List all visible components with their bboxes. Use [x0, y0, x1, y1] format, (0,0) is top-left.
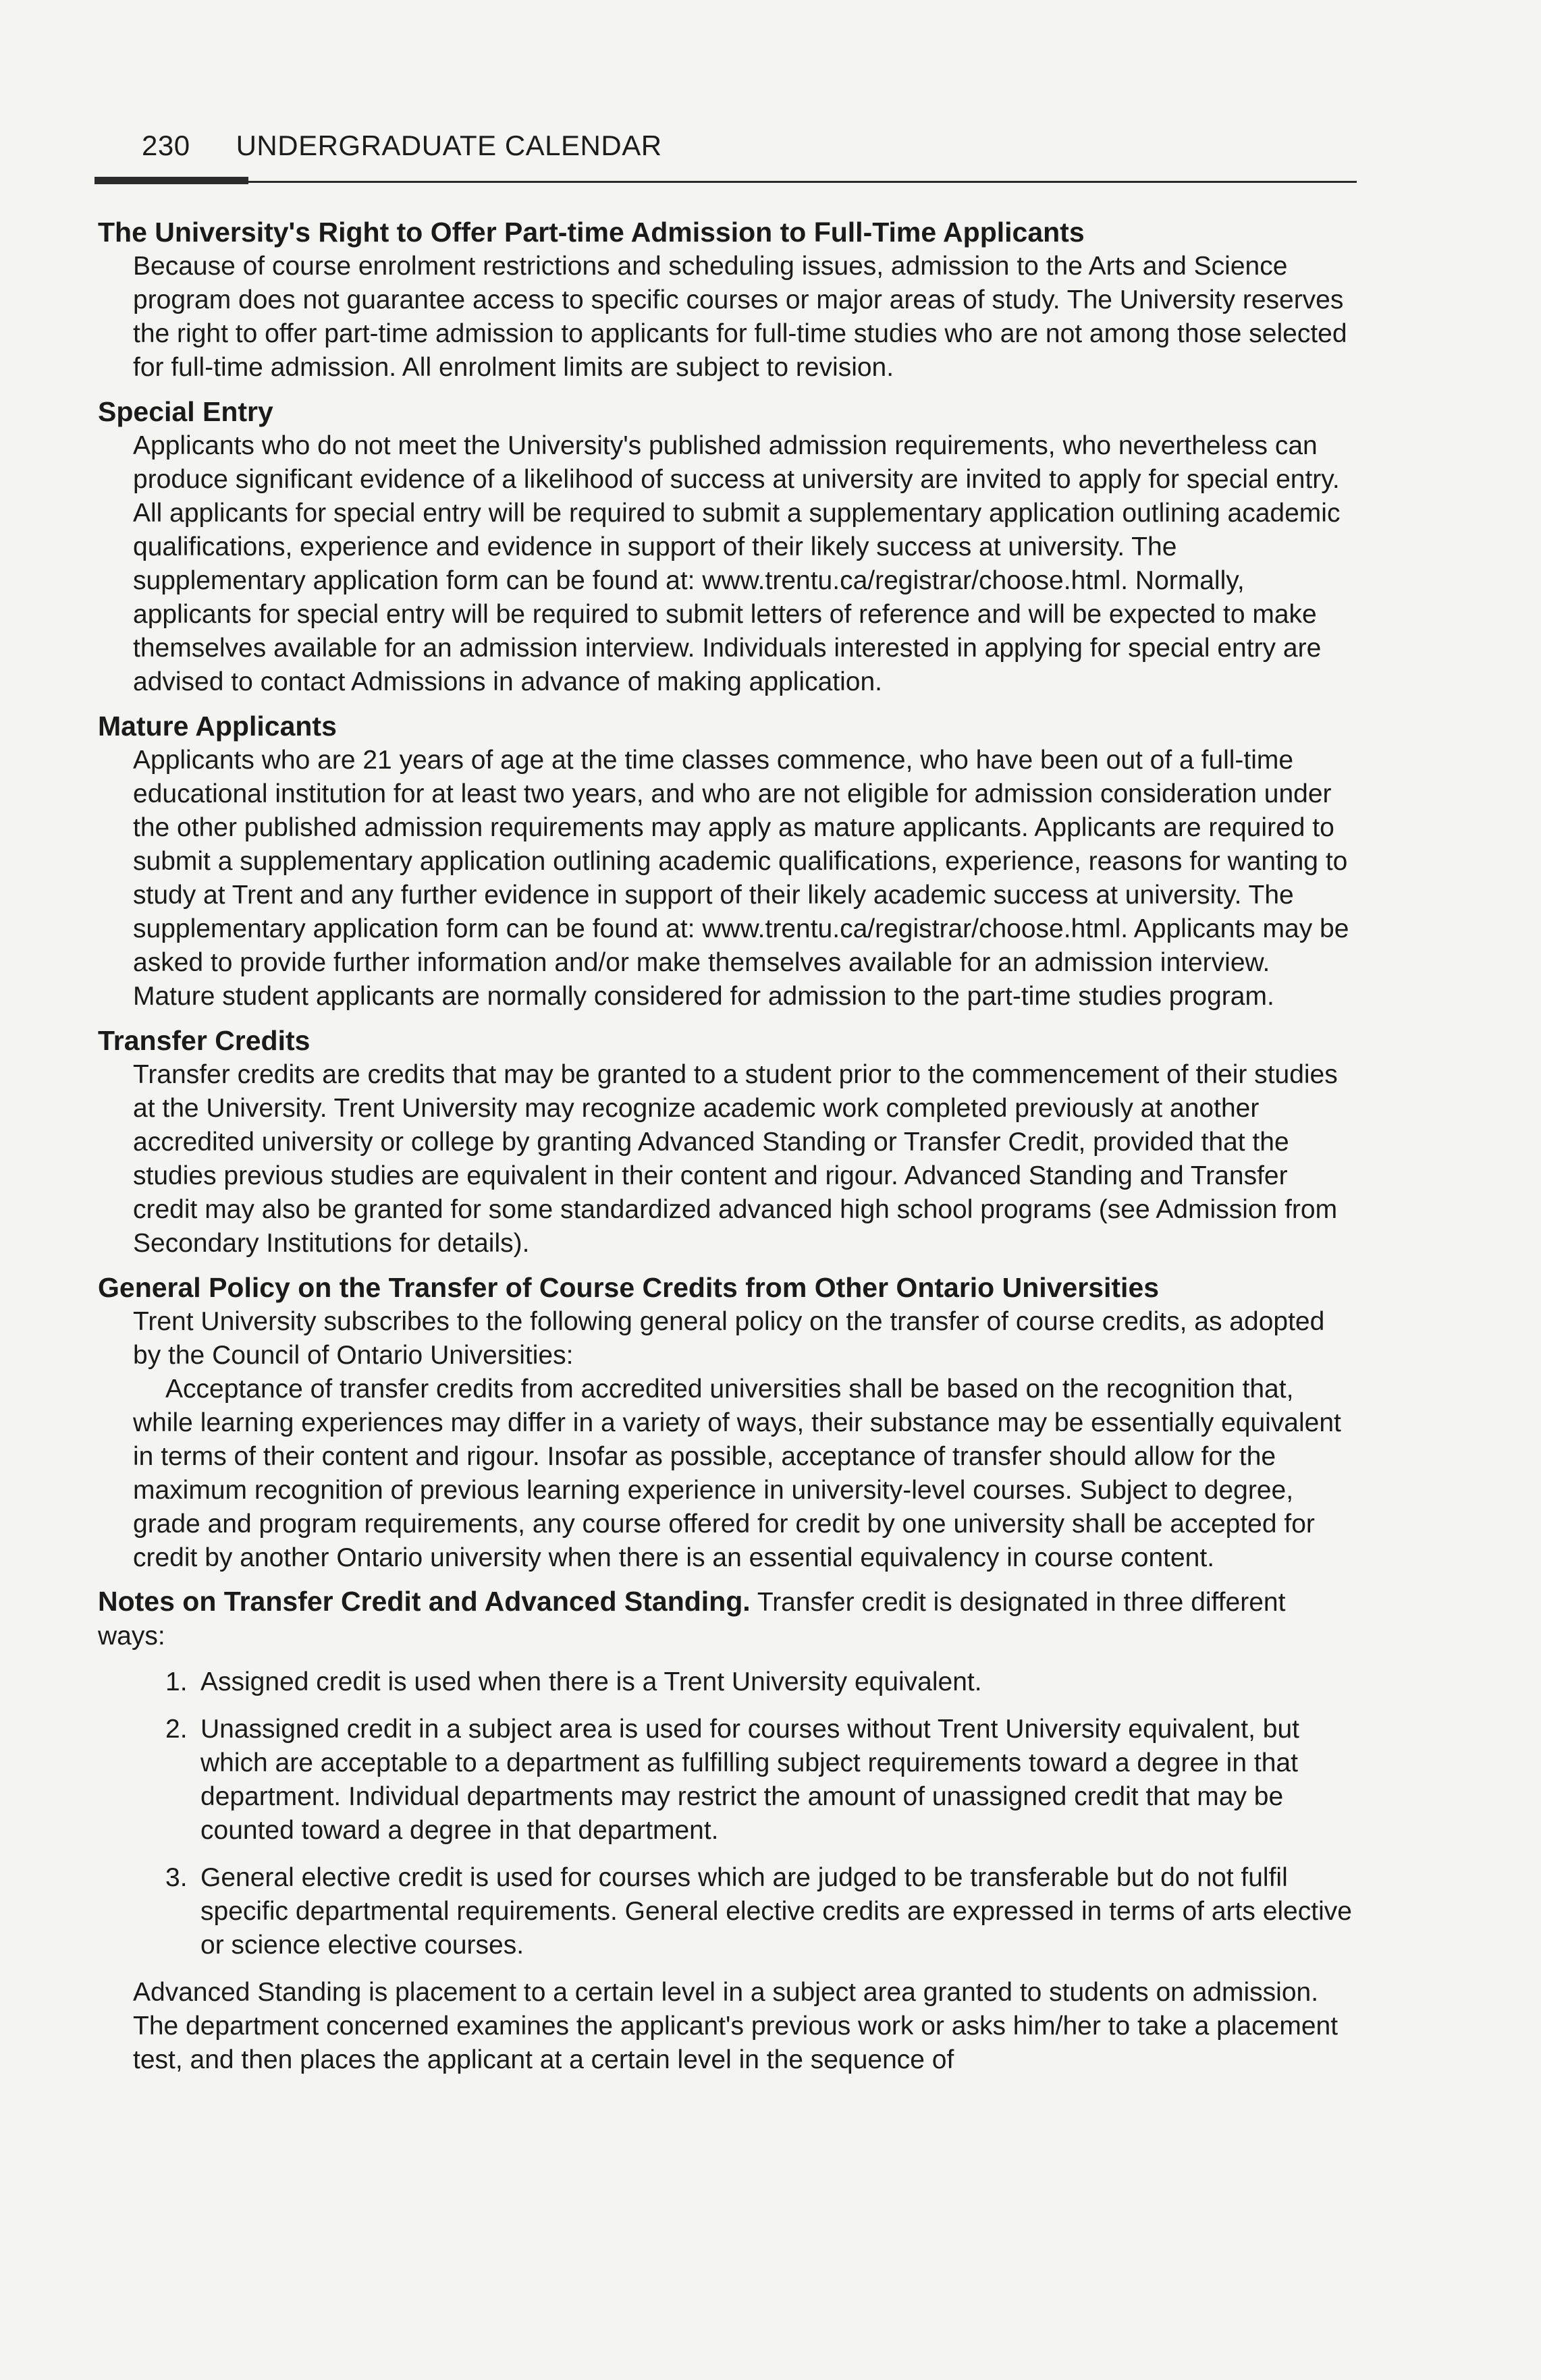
section-paragraph: Applicants who are 21 years of age at the time classes commence, who have been out of a full-time educational institution for at least two years, and who are not eligible for admission consideration under the other published admission requirements may apply as mature applicants. Applicants are required to submit a supplementary application outlining academic qualifications, experience, reasons for wanting to study at Trent and any further evidence in support of their likely academic success at university. The supplementary application form can be found at: www.trentu.ca/registrar/choose.html. Applicants may be asked to provide further information and/or make themselves available for an admission interview. Mature student applicants are normally considered for admission to the part-time studies program. — [133, 746, 1349, 1011]
section-part-time-admission — [98, 215, 1353, 385]
credit-types-list — [98, 1665, 1353, 1962]
section-paragraph: Transfer credits are credits that may be granted to a student prior to the commencement of their studies at the University. Trent University may recognize academic work completed previously at another accredited university or college by granting Advanced Standing or Transfer Credit, provided that the studies previous studies are equivalent in their content and rigour. Advanced Standing and Transfer credit may also be granted for some standardized advanced high school programs (see Admission from Secondary Institutions for details). — [133, 1060, 1338, 1258]
page-number: 230 — [142, 130, 190, 161]
list-item-text: Assigned credit is used when there is a Trent University equivalent. — [200, 1667, 982, 1696]
notes-intro — [98, 1584, 1353, 1653]
section-heading: The University's Right to Offer Part-time Admission to Full-Time Applicants — [98, 217, 1085, 248]
list-number: 3. — [165, 1863, 188, 1892]
section-notes — [98, 1584, 1353, 2077]
section-heading: Mature Applicants — [98, 711, 337, 742]
header-title: UNDERGRADUATE CALENDAR — [236, 130, 662, 161]
running-header — [142, 130, 662, 162]
list-number: 2. — [165, 1715, 188, 1744]
section-heading: Special Entry — [98, 396, 273, 427]
page-body — [98, 215, 1353, 2086]
list-item-text: General elective credit is used for courses which are judged to be transferable but do not fulfil specific departmental requirements. General elective credits are expressed in terms of arts elective or science elective courses. — [200, 1863, 1352, 1960]
section-mature-applicants — [98, 709, 1353, 1014]
list-item — [133, 1861, 1353, 1962]
section-general-policy — [98, 1270, 1353, 1575]
notes-heading: Notes on Transfer Credit and Advanced Standing. — [98, 1586, 751, 1617]
policy-quote: Acceptance of transfer credits from accredited universities shall be based on the recognition that, while learning experiences may differ in a variety of ways, their substance may be essentially equivalent in terms of their content and rigour. Insofar as possible, acceptance of transfer should allow for the maximum recognition of previous learning experience in university-level courses. Subject to degree, grade and program requirements, any course offered for credit by one university shall be accepted for credit by another Ontario university when there is an essential equivalency in course content. — [133, 1375, 1341, 1572]
list-number: 1. — [165, 1667, 188, 1696]
advanced-standing-paragraph: Advanced Standing is placement to a certain level in a subject area granted to students on admission. The department concerned examines the applicant's previous work or asks him/her to take a placement test, and then places the applicant at a certain level in the sequence of — [133, 1978, 1339, 2074]
header-rule-accent — [94, 177, 248, 184]
policy-intro: Trent University subscribes to the following general policy on the transfer of course credits, as adopted by the Council of Ontario Universities: — [133, 1307, 1325, 1370]
section-paragraph: Because of course enrolment restrictions and scheduling issues, admission to the Arts and Science program does not guarantee access to specific courses or major areas of study. The University reserves the right to offer part-time admission to applicants for full-time studies who are not among those selected for full-time admission. All enrolment limits are subject to revision. — [133, 252, 1347, 382]
list-item — [133, 1665, 1353, 1699]
section-heading: Transfer Credits — [98, 1025, 310, 1056]
section-paragraph: Applicants who do not meet the University's published admission requirements, who nevertheless can produce significant evidence of a likelihood of success at university are invited to apply for special entry. All applicants for special entry will be required to submit a supplementary application outlining academic qualifications, experience and evidence in support of their likely success at university. The supplementary application form can be found at: www.trentu.ca/registrar/choose.html. Normally, applicants for special entry will be required to submit letters of reference and will be expected to make themselves available for an admission interview. Individuals interested in applying for special entry are advised to contact Admissions in advance of making application. — [133, 431, 1341, 696]
header-rule — [94, 181, 1357, 183]
list-item — [133, 1713, 1353, 1848]
section-heading: General Policy on the Transfer of Course Credits from Other Ontario Universities — [98, 1272, 1160, 1303]
section-special-entry — [98, 394, 1353, 699]
list-item-text: Unassigned credit in a subject area is used for courses without Trent University equivalent, but which are acceptable to a department as fulfilling subject requirements toward a degree in that department. Individual departments may restrict the amount of unassigned credit that may be counted toward a degree in that department. — [200, 1715, 1300, 1845]
section-transfer-credits — [98, 1023, 1353, 1261]
notes-lead: Transfer credit is designated in three different ways: — [98, 1588, 1286, 1651]
